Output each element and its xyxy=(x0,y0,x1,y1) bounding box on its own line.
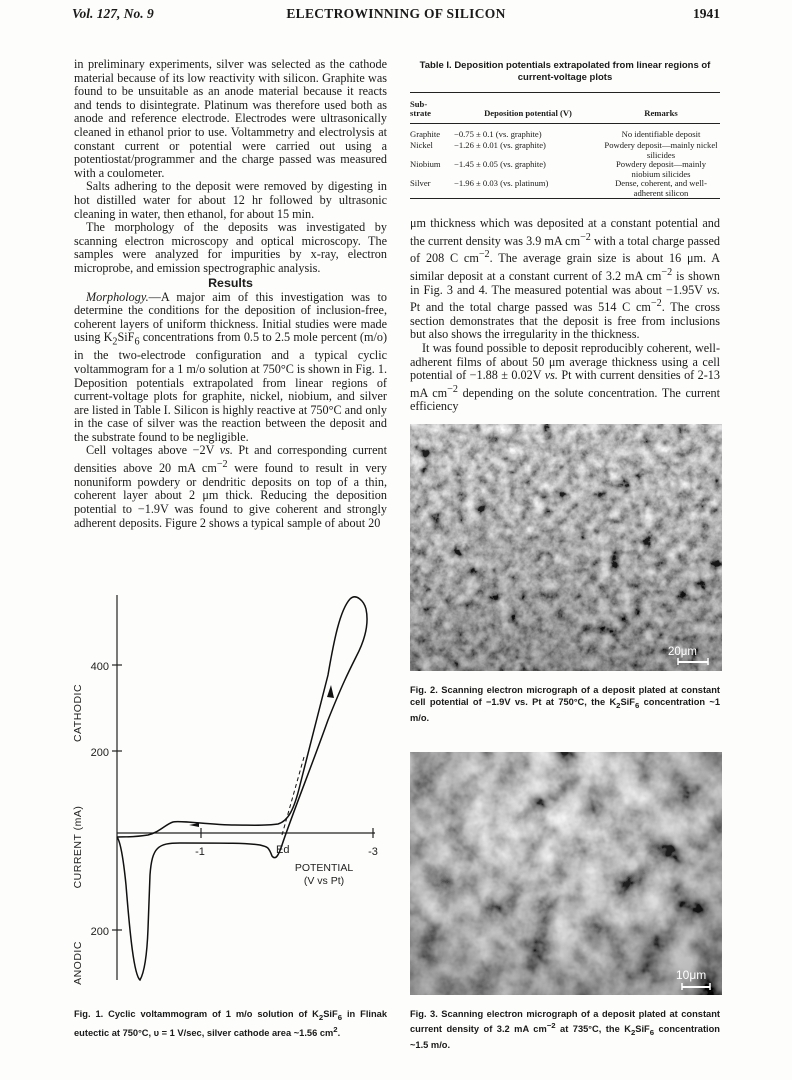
paragraph: Salts adhering to the deposit were removed by digesting in hot distilled water for about 12 hr followed by ultrasonic cleaning in water, then ethanol, for about 15 min. xyxy=(74,179,387,221)
sweep-arrow xyxy=(189,823,199,827)
table-row: Nickel −1.26 ± 0.01 (vs. graphite) Powdery deposit—mainly nickel silicides xyxy=(410,140,718,160)
ed-label: Ed xyxy=(276,844,290,856)
y-label-anodic: ANODIC xyxy=(72,941,84,985)
left-text-column xyxy=(74,58,387,530)
figure-1-voltammogram xyxy=(60,585,400,1000)
figure-3-caption: Fig. 3. Scanning electron micrograph of a deposit plated at constant current density of 3.2 mA $cm^{-2}$ at 735°C, the $K_2SiF_6$ concentration ~1.5 m/o. xyxy=(410,1009,720,1051)
x-tick-label: -1 xyxy=(195,846,205,858)
y-label-cathodic: CATHODIC xyxy=(72,683,84,743)
voltammogram-curve xyxy=(117,597,367,980)
scale-label: 10μm xyxy=(676,968,707,982)
y-tick-label: 200 xyxy=(90,926,109,938)
figure-1-caption: Fig. 1. Cyclic voltammogram of 1 m/o solution of $K_2SiF_6$ in Flinak eutectic at 750°C, υ = 1 V/sec, silver cathode area ~1.56 $cm^2$. xyxy=(74,1009,388,1039)
micrograph-texture xyxy=(410,424,722,671)
table-1 xyxy=(410,92,720,199)
paragraph: μm thickness which was deposited at a constant potential and the current density was 3.9 mA $cm^{-2}$ with a total charge passed of 208 C $cm^{-2}$. The average grain size is about 16 μm. A similar deposit at a constant current of 3.2 mA $cm^{-2}$ is shown in Fig. 3 and 4. The measured potential was about −1.95V vs. Pt and the total charge passed was 514 C $cm^{-2}$. The cross section demonstrates that the deposit is free from inclusions but also shows the irregularity in the thickness. xyxy=(410,216,721,342)
paragraph: It was found possible to deposit reproducibly coherent, well-adherent films of about 50 μm average thickness using a cell potential of −1.88 ± 0.02V vs. Pt with current densities of 2-13 mA $cm^{-2}$ depending on the solute concentration. The current efficiency xyxy=(410,341,720,414)
sem-micrograph-fig3 xyxy=(410,752,722,995)
run-in-heading: Morphology. xyxy=(86,289,149,304)
table-row: Niobium −1.45 ± 0.05 (vs. graphite) Powdery deposit—mainly niobium silicides xyxy=(410,159,706,179)
table-row: Graphite −0.75 ± 0.1 (vs. graphite) No identifiable deposit xyxy=(410,129,701,139)
paragraph: The morphology of the deposits was investigated by scanning electron microscopy and optical microscopy. The samples were analyzed for impurities by x-ray, electron microprobe, and emission spectrographic analysis. xyxy=(74,220,387,275)
sem-micrograph-fig2 xyxy=(410,424,722,671)
paragraph: in preliminary experiments, silver was selected as the cathode material because of its low reactivity with silicon. Graphite was found to be unsuitable as an anode material because it reacts and tends to disintegrate. Platinum was therefore used both as anode and reference electrode. Electrodes were ultrasonically cleaned in ethanol prior to use. Voltammetry and electrolysis at constant current or potential were carried out using a potentiostat/programmer and the charge passed was measured with a coulometer. xyxy=(74,57,387,180)
running-title: ELECTROWINNING OF SILICON xyxy=(286,6,506,21)
table-header-substrate: Sub- strate xyxy=(410,98,431,119)
table-header-potential: Deposition potential (V) xyxy=(484,108,572,119)
sweep-arrow xyxy=(327,685,334,698)
y-label-current: CURRENT (mA) xyxy=(72,805,84,889)
table-row: Silver −1.96 ± 0.03 (vs. platinum) Dense, coherent, and well-adherent silicon xyxy=(410,178,707,198)
right-text-column xyxy=(410,217,720,414)
page-number: 1941 xyxy=(693,6,720,21)
table-header-remarks: Remarks xyxy=(644,108,678,119)
micrograph-texture xyxy=(410,752,722,995)
running-header xyxy=(72,6,720,28)
section-heading-results: Results xyxy=(208,275,253,290)
x-tick-label: -3 xyxy=(368,846,378,858)
table-caption: Table I. Deposition potentials extrapolated from linear regions of current-voltage plots xyxy=(419,60,711,83)
x-label-units: (V vs Pt) xyxy=(303,875,345,887)
y-tick-label: 400 xyxy=(90,661,109,673)
y-tick-label: 200 xyxy=(90,747,109,759)
paragraph: Morphology.—A major aim of this investigation was to determine the conditions for the deposition of inclusion-free, coherent layers of uniform thickness. Initial studies were made using $K_2SiF_6$ concentrations from 0.5 to 2.5 mole percent (m/o) in the two-electrode configuration and a typical cyclic voltammogram for a 1 m/o solution at 750°C is shown in Fig. 1. Deposition potentials extrapolated from linear regions of current-voltage plots for graphite, nickel, niobium, and silver are listed in Table I. Silicon is highly reactive at 750°C and only in the case of silver was the reaction between the deposit and the substrate found to be negligible. xyxy=(74,289,387,444)
scale-label: 20μm xyxy=(668,646,697,658)
x-label: POTENTIAL xyxy=(294,862,354,874)
figure-2-caption: Fig. 2. Scanning electron micrograph of a deposit plated at constant cell potential of −1.9V vs. Pt at 750°C, the $K_2SiF_6$ concentration ~1 m/o. xyxy=(410,685,720,724)
extrapolation-line xyxy=(282,757,304,835)
paragraph: Cell voltages above −2V vs. Pt and corresponding current densities above 20 mA $cm^{-2}$ were found to result in very nonuniform powdery or dendritic deposits on top of a thin, coherent layer about 2 μm thick. Reducing the deposition potential to −1.9V was found to give coherent and strongly adherent deposits. Figure 2 shows a typical sample of about 20 xyxy=(74,443,387,530)
table-header xyxy=(410,93,720,123)
journal-volume: Vol. 127, No. 9 xyxy=(72,6,154,21)
table-rule xyxy=(410,123,720,124)
